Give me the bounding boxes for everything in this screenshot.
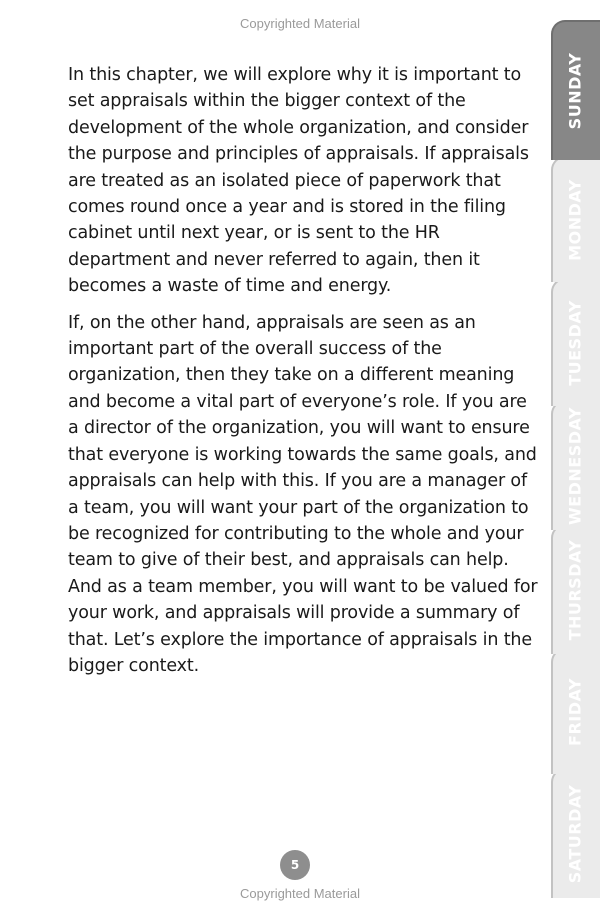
tab-monday[interactable]: [551, 156, 600, 282]
chapter-body: [68, 62, 538, 689]
paragraph-context: If, on the other hand, appraisals are seen as an important part of the overall success of the organization, then they take on a different meaning and become a vital part of everyone’s role. If you are a director of the organization, you will want to ensure that everyone is working towards the same goals, and appraisals can help with this. If you are a manager of a team, you will want your part of the organization to be recognized for contributing to the whole and your team to give of their best, and appraisals can help. And as a team member, you will want to be valued for your work, and appraisals will provide a summary of that. Let’s explore the importance of appraisals in the bigger context.: [68, 312, 538, 676]
copyright-watermark-top: Copyrighted Material: [240, 16, 360, 31]
tab-friday-label: FRIDAY: [565, 678, 585, 746]
tab-saturday-label: SATURDAY: [565, 784, 585, 884]
paragraph-intro: In this chapter, we will explore why it is important to set appraisals within the bigger context of the development of the whole organization, and consider the purpose and principles of appraisals. If appraisals are treated as an isolated piece of paperwork that comes round once a year and is stored in the filing cabinet until next year, or is sent to the HR department and never referred to again, then it becomes a waste of time and energy.: [68, 65, 529, 297]
tab-friday[interactable]: [551, 648, 600, 774]
page-number-badge: 5: [280, 850, 310, 880]
tab-saturday[interactable]: [551, 768, 600, 898]
tab-tuesday[interactable]: [551, 278, 600, 406]
tab-wednesday-label: WEDNESDAY: [565, 407, 585, 525]
tab-sunday-label: SUNDAY: [565, 52, 585, 130]
tab-thursday[interactable]: [551, 524, 600, 654]
tab-sunday[interactable]: [551, 20, 600, 160]
copyright-watermark-bottom: Copyrighted Material: [240, 886, 360, 901]
tab-wednesday[interactable]: [551, 400, 600, 530]
tab-thursday-label: THURSDAY: [565, 539, 585, 641]
tab-monday-label: MONDAY: [565, 179, 585, 261]
tab-tuesday-label: TUESDAY: [565, 300, 585, 386]
